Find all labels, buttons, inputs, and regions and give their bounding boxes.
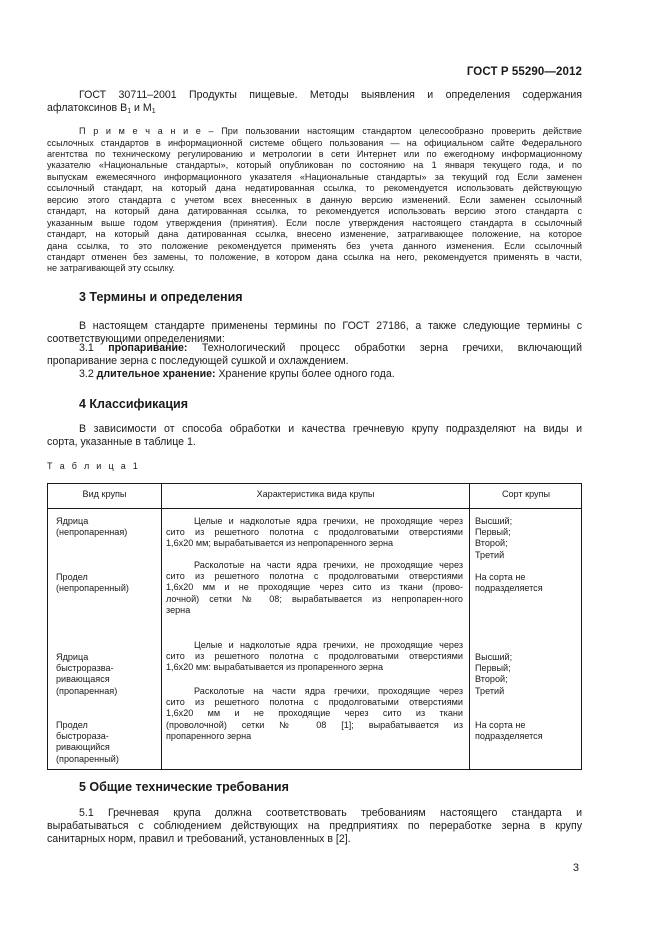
table-cell-grade	[475, 572, 543, 594]
table-cell-kind	[56, 516, 127, 538]
note-body	[47, 138, 582, 275]
subscript: 1	[127, 108, 132, 115]
cell-line: (пропаренная)	[56, 685, 118, 696]
table-header-kind: Вид крупы	[82, 489, 127, 499]
term-name: длительное хранение:	[96, 368, 216, 380]
cell-line: сито из решетного полотна с продолговатыми отверстиями	[166, 571, 463, 582]
cell-line: На сорта не	[475, 572, 526, 582]
cell-line: Первый;	[475, 663, 511, 674]
table-header-grade: Сорт крупы	[501, 489, 551, 499]
note-line: ссылочных стандартов в информационной системе общего пользования — на официальном сайте Федерального	[47, 137, 582, 148]
cell-line: Продел	[56, 572, 88, 582]
section-5-heading: 5 Общие технические требования	[79, 780, 289, 794]
table-cell-kind	[56, 652, 117, 697]
cell-line: (пропаренный)	[56, 753, 119, 764]
note-line: стандарт, на который дана датированная ссылка, то рекомендуется использовать версию этого стандарта с	[47, 206, 582, 217]
cell-line: Третий	[475, 685, 505, 696]
cell-line: подразделяется	[475, 731, 543, 742]
cell-line: Высший;	[475, 652, 513, 662]
cell-line: Третий	[475, 549, 505, 560]
cell-line: сито из решетного полотна с продолговатыми отверстиями	[166, 697, 463, 708]
note-line: агентства по техническому регулированию и метрологии в сети Интернет или по ежегодному информационному	[47, 148, 582, 159]
section-5-text: 5.1 Гречневая крупа должна соответствовать требованиям настоящего стандарта и	[79, 807, 582, 819]
cell-line: зерна	[166, 604, 191, 615]
classification-table	[47, 483, 582, 770]
section-5-text-3: санитарных норм, правил и требований, установленных в [2].	[47, 833, 351, 845]
term-3-1	[79, 342, 582, 355]
section-4-text: В зависимости от способа обработки и качества гречневую крупу подразделяют на виды и	[79, 423, 582, 435]
term-name: пропаривание:	[108, 342, 188, 354]
cell-line: ривающийся	[56, 742, 110, 753]
reference-line: ГОСТ 30711–2001 Продукты пищевые. Методы выявления и определения содержания	[79, 89, 582, 101]
cell-line: 1,6х20 мм и не проходящие через сито из ткани (прово-	[166, 582, 463, 593]
table-divider	[161, 484, 162, 769]
note-line: указателю «Национальные стандарты», который опубликован по состоянию на 1 января текущего года, и по	[47, 160, 582, 171]
cell-line: Расколотые на части ядра гречихи, не проходящие через	[194, 560, 463, 570]
cell-line: сито из решетного полотна с продолговатыми отверстиями	[166, 651, 463, 662]
term-3-1-cont: пропаривание зерна с последующей сушкой и охлаждением.	[47, 355, 349, 367]
note-line: не затрагивающей эту ссылку.	[47, 263, 175, 274]
section-3-intro-2: соответствующими определениями:	[47, 333, 225, 345]
note-label: П р и м е ч а н и е	[79, 126, 201, 136]
cell-line: сито из решетного полотна с продолговатыми отверстиями	[166, 527, 463, 538]
note-line: версию этого стандарта с учетом всех внесенных в данную версию изменений. Если заменен ссылочный	[47, 194, 582, 205]
note-line: дана ссылка, то это положение рекомендуется применять без учета данного изменения. Если ссылочный	[47, 240, 582, 251]
note-line: указанным выше годом утверждения (принятия). Если после утверждения настоящего стандарта в ссылочный	[47, 217, 582, 228]
section-3-intro: В настоящем стандарте применены термины по ГОСТ 27186, а также следующие термины с	[79, 320, 582, 332]
note-text: – При пользовании настоящим стандартом целесообразно проверить действие	[200, 126, 582, 136]
document-code: ГОСТ Р 55290—2012	[466, 66, 582, 78]
cell-line: пропаренного зерна	[166, 730, 252, 741]
cell-line: Расколотые на части ядра гречихи, проходящие через	[194, 686, 463, 696]
cell-line: (проволочной) сетки № 08 [1]; вырабатывается из	[166, 719, 463, 730]
cell-line: Продел	[56, 720, 88, 730]
table-caption: Т а б л и ц а 1	[47, 461, 141, 471]
table-cell-grade	[475, 720, 543, 742]
cell-line: 1,6х20 мм: вырабатывается из пропаренного зерна	[166, 662, 384, 673]
cell-line: ривающаяся	[56, 674, 110, 685]
section-5-text-2: вырабатываться с соблюдением действующих на предприятиях по переработке зерна в крупу	[47, 820, 582, 832]
cell-line: (непропаренный)	[56, 583, 129, 594]
reference-text: афлатоксинов В	[47, 102, 128, 114]
note-line: стандарт отменен без замены, то положение, в котором дана ссылка на него, рекомендуется применять в части,	[47, 252, 582, 263]
cell-line: быстрораза-	[56, 731, 109, 742]
section-3-heading: 3 Термины и определения	[79, 290, 243, 304]
cell-line: Ядрица	[56, 652, 89, 662]
table-cell-grade	[475, 516, 512, 561]
table-header-rule	[48, 508, 581, 509]
cell-line: На сорта не	[475, 720, 526, 730]
table-header-description: Характеристика вида крупы	[256, 489, 375, 499]
cell-line: Второй;	[475, 538, 508, 549]
page-number: 3	[572, 862, 579, 874]
section-4-text-2: сорта, указанные в таблице 1.	[47, 436, 196, 448]
cell-line: быстроразва-	[56, 663, 114, 674]
cell-line: лочной) сетки № 08; вырабатывается из непропарен-ного	[166, 593, 463, 604]
section-4-heading: 4 Классификация	[79, 397, 189, 411]
cell-line: Целые и надколотые ядра гречихи, не проходящие через	[194, 516, 463, 526]
table-divider	[469, 484, 470, 769]
table-cell-kind	[56, 572, 129, 594]
term-definition: Технологический процесс обработки зерна гречихи, включающий	[187, 342, 582, 354]
note-line: выпускам ежемесячного информационного указателя «Национальные стандарты» за текущий год Если заменен	[47, 171, 582, 182]
note-line: ссылочный стандарт, на который дана недатированная ссылка, то рекомендуется использовать действующую	[47, 183, 582, 194]
table-cell-description	[166, 640, 463, 674]
cell-line: подразделяется	[475, 583, 543, 594]
term-number: 3.2	[79, 368, 97, 380]
note-first-line	[79, 126, 582, 137]
cell-line: (непропаренная)	[56, 527, 128, 538]
note-line: стандарт, на который дана датированная ссылка, внесено изменение, затрагивающее положение, на которое	[47, 229, 582, 240]
term-definition: Хранение крупы более одного года.	[215, 368, 395, 380]
cell-line: Первый;	[475, 527, 511, 538]
table-cell-description	[166, 516, 463, 550]
table-cell-kind	[56, 720, 119, 765]
term-3-2	[79, 368, 395, 381]
cell-line: Ядрица	[56, 516, 89, 526]
reference-line-2	[47, 102, 156, 118]
cell-line: Целые и надколотые ядра гречихи, не проходящие через	[194, 640, 463, 650]
term-number: 3.1	[79, 342, 109, 354]
cell-line: 1,6х20 мм; вырабатывается из непропаренного зерна	[166, 538, 394, 549]
reference-text: и M	[131, 102, 152, 114]
subscript: 1	[151, 108, 156, 115]
table-cell-description	[166, 686, 463, 742]
table-cell-grade	[475, 652, 512, 697]
cell-line: 1,6х20 мм и не проходящие через сито из ткани	[166, 708, 463, 719]
cell-line: Второй;	[475, 674, 508, 685]
table-cell-description	[166, 560, 463, 616]
cell-line: Высший;	[475, 516, 513, 526]
